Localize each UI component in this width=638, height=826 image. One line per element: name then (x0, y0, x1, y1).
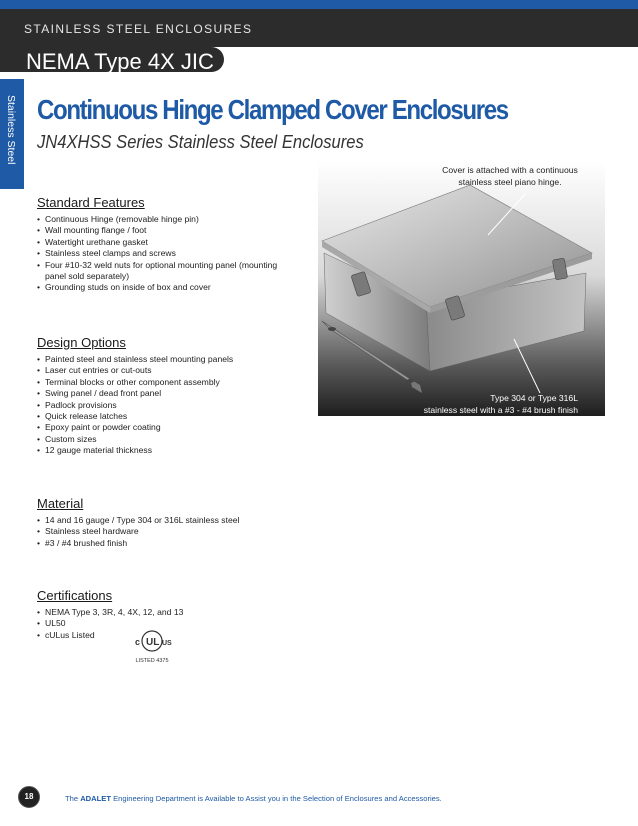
list-item: • Painted steel and stainless steel mounting panels (37, 354, 297, 365)
page-number: 18 (18, 786, 40, 808)
side-tab-label: Stainless Steel (5, 95, 17, 165)
material-list (37, 515, 297, 549)
caption-line: Type 304 or Type 316L (490, 393, 578, 403)
caption-line: stainless steel with a #3 - #4 brush finish (423, 405, 578, 415)
feature-list (37, 214, 297, 294)
list-item: • Grounding studs on inside of box and cover (37, 282, 297, 293)
section-heading: Certifications (37, 588, 113, 603)
list-item: • cULus Listed (37, 630, 297, 641)
list-item: • Laser cut entries or cut-outs (37, 365, 297, 376)
list-item: • Stainless steel clamps and screws (37, 248, 297, 259)
ul-logo-icon (130, 628, 174, 658)
top-accent-stripe (0, 0, 638, 9)
list-item: • NEMA Type 3, 3R, 4, 4X, 12, and 13 (37, 607, 297, 618)
list-item: • Watertight urethane gasket (37, 237, 297, 248)
section-standard-features (37, 195, 297, 294)
ul-c-letter: c (135, 637, 141, 647)
header-band (0, 9, 638, 47)
list-item: • UL50 (37, 618, 297, 629)
page-subtitle: JN4XHSS Series Stainless Steel Enclosures (37, 132, 364, 152)
product-photo (318, 161, 605, 416)
section-heading: Standard Features (37, 195, 145, 210)
photo-caption-top (420, 164, 600, 188)
list-item: • Wall mounting flange / foot (37, 225, 297, 236)
ul-letters: UL (146, 637, 160, 648)
list-item: • Quick release latches (37, 411, 297, 422)
caption-line: stainless steel piano hinge. (458, 177, 562, 187)
photo-caption-bottom (320, 392, 578, 416)
caption-line: Cover is attached with a continuous (442, 165, 578, 175)
ul-listed-mark (130, 628, 174, 670)
footer-brand: ADALET (80, 794, 111, 803)
type-title-band (0, 47, 224, 72)
footer-text-before: The (65, 794, 81, 803)
ul-listed-number: LISTED 4375 (135, 658, 169, 664)
category-label: STAINLESS STEEL ENCLOSURES (24, 22, 253, 36)
footer-note (65, 794, 442, 803)
enclosure-illustration (318, 161, 605, 416)
list-item: • Padlock provisions (37, 400, 297, 411)
section-heading: Material (37, 496, 84, 511)
list-item: • Terminal blocks or other component assembly (37, 377, 297, 388)
list-item: • 12 gauge material thickness (37, 445, 297, 456)
ul-us-letters: US (162, 640, 172, 647)
footer-text-after: Engineering Department is Available to Assist you in the Selection of Enclosures and Accessories. (111, 794, 442, 803)
list-item: • Four #10-32 weld nuts for optional mounting panel (mounting panel sold separately) (37, 260, 297, 283)
side-tab (0, 79, 24, 189)
list-item: • Epoxy paint or powder coating (37, 422, 297, 433)
list-item: • Swing panel / dead front panel (37, 388, 297, 399)
section-design-options (37, 335, 297, 457)
section-heading: Design Options (37, 335, 126, 350)
type-title: NEMA Type 4X JIC (26, 49, 214, 74)
list-item: • Continuous Hinge (removable hinge pin) (37, 214, 297, 225)
section-material (37, 496, 297, 549)
options-list (37, 354, 297, 457)
list-item: • Custom sizes (37, 434, 297, 445)
list-item: • Stainless steel hardware (37, 526, 297, 537)
list-item: • #3 / #4 brushed finish (37, 538, 297, 549)
page-title: Continuous Hinge Clamped Cover Enclosures (37, 94, 508, 125)
list-item: • 14 and 16 gauge / Type 304 or 316L stainless steel (37, 515, 297, 526)
